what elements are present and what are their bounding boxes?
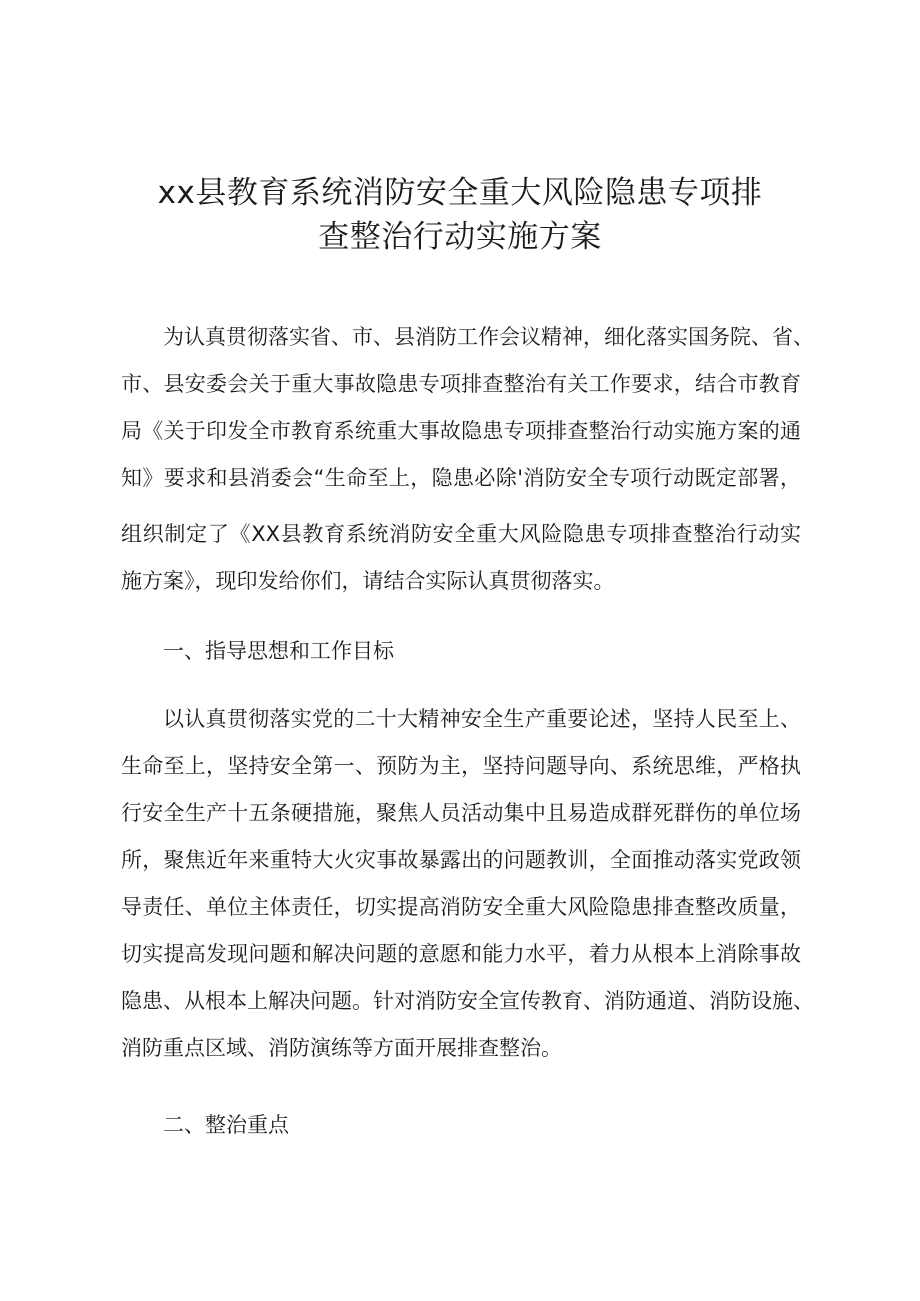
intro-line-3: 局《关于印发全市教育系统重大事故隐患专项排查整治行动实施方案的通 [121,419,801,443]
section-1-line-4: 所，聚焦近年来重特大火灾事故暴露出的问题教训，全面推动落实党政领 [121,848,801,872]
section-1-line-6: 切实提高发现问题和解决问题的意愿和能力水平，着力从根本上消除事故 [121,942,801,966]
section-1-line-3: 行安全生产十五条硬措施，聚焦人员活动集中且易造成群死群伤的单位场 [121,801,801,825]
section-1-line-1: 以认真贯彻落实党的二十大精神安全生产重要论述，坚持人民至上、 [163,707,801,731]
section-1-line-2: 生命至上，坚持安全第一、预防为主，坚持问题导向、系统思维，严格执 [121,754,801,778]
section-1-line-7: 隐患、从根本上解决问题。针对消防安全宣传教育、消防通道、消防设施、 [121,989,814,1013]
section-1-heading: 一、指导思想和工作目标 [163,639,394,663]
intro-line-4: 知》要求和县消委会“生命至上，隐患必除'消防安全专项行动既定部署， [121,466,801,490]
intro-line-2: 市、县安委会关于重大事故隐患专项排查整治有关工作要求，结合市教育 [121,372,801,396]
section-1-line-5: 导责任、单位主体责任，切实提高消防安全重大风险隐患排查整改质量， [121,895,801,919]
intro-line-6: 施方案》，现印发给你们，请结合实际认真贯彻落实。 [121,569,615,593]
section-1-line-8: 消防重点区域、消防演练等方面开展排查整治。 [121,1036,562,1060]
section-2-heading: 二、整治重点 [163,1113,289,1137]
document-title-line-1: xx县教育系统消防安全重大风险隐患专项排 [157,175,763,211]
intro-line-1: 为认真贯彻落实省、市、县消防工作会议精神，细化落实国务院、省、 [163,325,814,349]
intro-line-5: 组织制定了《XX县教育系统消防安全重大风险隐患专项排查整治行动实 [121,522,801,546]
document-title-line-2: 查整治行动实施方案 [318,219,602,255]
